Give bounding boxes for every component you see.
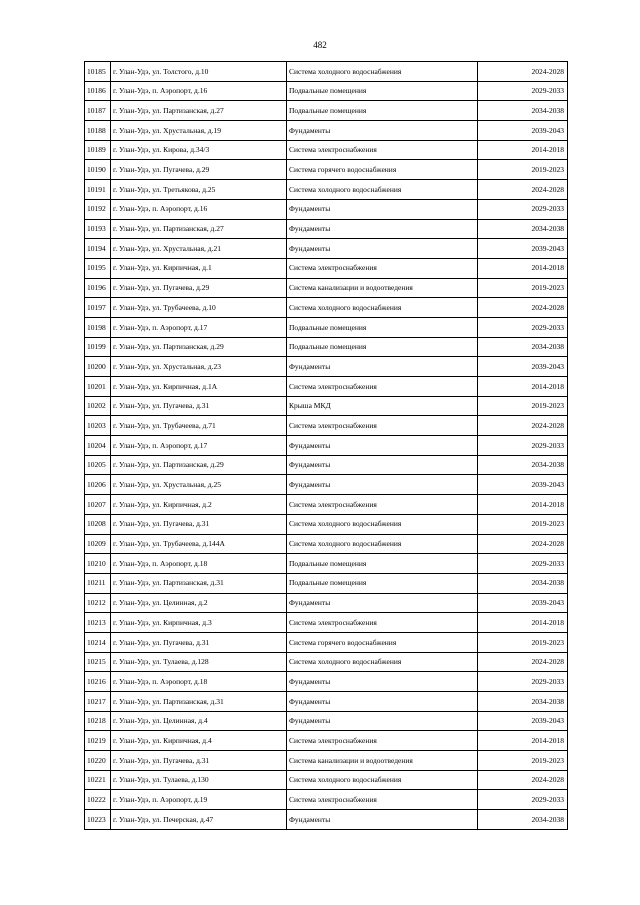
row-number-cell: 10208 — [85, 514, 111, 534]
table-row — [85, 672, 568, 692]
work-type-cell: Фундаменты — [287, 692, 478, 712]
period-cell: 2019-2023 — [478, 160, 568, 180]
table-row — [85, 711, 568, 731]
row-number-cell: 10219 — [85, 731, 111, 751]
period-cell: 2029-2033 — [478, 199, 568, 219]
period-cell: 2024-2028 — [478, 652, 568, 672]
period-cell: 2024-2028 — [478, 770, 568, 790]
table-row — [85, 514, 568, 534]
work-type-cell: Система электроснабжения — [287, 258, 478, 278]
row-number-cell: 10193 — [85, 219, 111, 239]
address-cell: г. Улан-Удэ, ул. Толстого, д.10 — [111, 62, 287, 82]
work-type-cell: Фундаменты — [287, 199, 478, 219]
row-number-cell: 10222 — [85, 790, 111, 810]
address-cell: г. Улан-Удэ, ул. Целинная, д.4 — [111, 711, 287, 731]
period-cell: 2034-2038 — [478, 337, 568, 357]
table-row — [85, 258, 568, 278]
address-cell: г. Улан-Удэ, п. Аэропорт, д.19 — [111, 790, 287, 810]
work-type-cell: Система холодного водоснабжения — [287, 62, 478, 82]
address-cell: г. Улан-Удэ, ул. Трубачеева, д.71 — [111, 416, 287, 436]
row-number-cell: 10216 — [85, 672, 111, 692]
address-cell: г. Улан-Удэ, ул. Целинная, д.2 — [111, 593, 287, 613]
row-number-cell: 10196 — [85, 278, 111, 298]
work-type-cell: Фундаменты — [287, 455, 478, 475]
table-row — [85, 317, 568, 337]
work-type-cell: Система электроснабжения — [287, 416, 478, 436]
work-type-cell: Система холодного водоснабжения — [287, 514, 478, 534]
work-type-cell: Система горячего водоснабжения — [287, 160, 478, 180]
row-number-cell: 10199 — [85, 337, 111, 357]
row-number-cell: 10194 — [85, 239, 111, 259]
work-type-cell: Система электроснабжения — [287, 790, 478, 810]
row-number-cell: 10209 — [85, 534, 111, 554]
row-number-cell: 10206 — [85, 475, 111, 495]
row-number-cell: 10207 — [85, 495, 111, 515]
work-type-cell: Система холодного водоснабжения — [287, 298, 478, 318]
row-number-cell: 10192 — [85, 199, 111, 219]
work-type-cell: Фундаменты — [287, 810, 478, 830]
table-row — [85, 239, 568, 259]
address-cell: г. Улан-Удэ, п. Аэропорт, д.18 — [111, 672, 287, 692]
period-cell: 2039-2043 — [478, 239, 568, 259]
address-cell: г. Улан-Удэ, ул. Партизанская, д.29 — [111, 455, 287, 475]
table-row — [85, 573, 568, 593]
row-number-cell: 10188 — [85, 121, 111, 141]
address-cell: г. Улан-Удэ, ул. Пугачева, д.31 — [111, 396, 287, 416]
address-cell: г. Улан-Удэ, ул. Партизанская, д.27 — [111, 101, 287, 121]
address-cell: г. Улан-Удэ, ул. Хрустальная, д.23 — [111, 357, 287, 377]
work-type-cell: Система холодного водоснабжения — [287, 534, 478, 554]
address-cell: г. Улан-Удэ, ул. Пугачева, д.31 — [111, 514, 287, 534]
address-cell: г. Улан-Удэ, п. Аэропорт, д.17 — [111, 436, 287, 456]
work-type-cell: Фундаменты — [287, 475, 478, 495]
table-row — [85, 632, 568, 652]
period-cell: 2024-2028 — [478, 180, 568, 200]
table-row — [85, 278, 568, 298]
period-cell: 2034-2038 — [478, 455, 568, 475]
table-row — [85, 357, 568, 377]
row-number-cell: 10205 — [85, 455, 111, 475]
table-row — [85, 593, 568, 613]
table-row — [85, 790, 568, 810]
period-cell: 2034-2038 — [478, 219, 568, 239]
row-number-cell: 10211 — [85, 573, 111, 593]
work-type-cell: Фундаменты — [287, 357, 478, 377]
period-cell: 2029-2033 — [478, 436, 568, 456]
work-type-cell: Подвальные помещения — [287, 573, 478, 593]
address-cell: г. Улан-Удэ, ул. Кирпичная, д.4 — [111, 731, 287, 751]
table-row — [85, 101, 568, 121]
work-type-cell: Фундаменты — [287, 239, 478, 259]
row-number-cell: 10197 — [85, 298, 111, 318]
period-cell: 2019-2023 — [478, 514, 568, 534]
address-cell: г. Улан-Удэ, п. Аэропорт, д.17 — [111, 317, 287, 337]
period-cell: 2039-2043 — [478, 357, 568, 377]
table-row — [85, 298, 568, 318]
work-type-cell: Фундаменты — [287, 219, 478, 239]
period-cell: 2019-2023 — [478, 396, 568, 416]
row-number-cell: 10200 — [85, 357, 111, 377]
row-number-cell: 10210 — [85, 554, 111, 574]
row-number-cell: 10220 — [85, 751, 111, 771]
work-type-cell: Подвальные помещения — [287, 101, 478, 121]
row-number-cell: 10218 — [85, 711, 111, 731]
row-number-cell: 10203 — [85, 416, 111, 436]
address-cell: г. Улан-Удэ, ул. Партизанская, д.29 — [111, 337, 287, 357]
row-number-cell: 10191 — [85, 180, 111, 200]
period-cell: 2029-2033 — [478, 81, 568, 101]
row-number-cell: 10213 — [85, 613, 111, 633]
address-cell: г. Улан-Удэ, ул. Тулаева, д.130 — [111, 770, 287, 790]
period-cell: 2034-2038 — [478, 101, 568, 121]
row-number-cell: 10198 — [85, 317, 111, 337]
table-row — [85, 475, 568, 495]
work-type-cell: Подвальные помещения — [287, 81, 478, 101]
address-cell: г. Улан-Удэ, ул. Кирпичная, д.3 — [111, 613, 287, 633]
address-cell: г. Улан-Удэ, ул. Пугачева, д.29 — [111, 160, 287, 180]
table-row — [85, 416, 568, 436]
table-row — [85, 180, 568, 200]
period-cell: 2024-2028 — [478, 298, 568, 318]
row-number-cell: 10185 — [85, 62, 111, 82]
table-row — [85, 810, 568, 830]
table-row — [85, 62, 568, 82]
work-type-cell: Подвальные помещения — [287, 337, 478, 357]
work-type-cell: Система электроснабжения — [287, 731, 478, 751]
table-row — [85, 219, 568, 239]
registry-table — [84, 61, 568, 830]
work-type-cell: Система электроснабжения — [287, 140, 478, 160]
address-cell: г. Улан-Удэ, ул. Кирпичная, д.2 — [111, 495, 287, 515]
address-cell: г. Улан-Удэ, п. Аэропорт, д.18 — [111, 554, 287, 574]
row-number-cell: 10201 — [85, 377, 111, 397]
table-row — [85, 534, 568, 554]
work-type-cell: Подвальные помещения — [287, 554, 478, 574]
table-row — [85, 199, 568, 219]
period-cell: 2029-2033 — [478, 317, 568, 337]
row-number-cell: 10214 — [85, 632, 111, 652]
table-row — [85, 770, 568, 790]
work-type-cell: Фундаменты — [287, 711, 478, 731]
address-cell: г. Улан-Удэ, ул. Пугачева, д.31 — [111, 632, 287, 652]
address-cell: г. Улан-Удэ, ул. Трубачеева, д.144А — [111, 534, 287, 554]
period-cell: 2019-2023 — [478, 751, 568, 771]
period-cell: 2014-2018 — [478, 613, 568, 633]
row-number-cell: 10187 — [85, 101, 111, 121]
period-cell: 2029-2033 — [478, 790, 568, 810]
work-type-cell: Система канализации и водоотведения — [287, 751, 478, 771]
period-cell: 2014-2018 — [478, 495, 568, 515]
row-number-cell: 10204 — [85, 436, 111, 456]
table-row — [85, 160, 568, 180]
period-cell: 2034-2038 — [478, 573, 568, 593]
row-number-cell: 10202 — [85, 396, 111, 416]
table-row — [85, 81, 568, 101]
address-cell: г. Улан-Удэ, ул. Хрустальная, д.25 — [111, 475, 287, 495]
period-cell: 2014-2018 — [478, 258, 568, 278]
period-cell: 2034-2038 — [478, 692, 568, 712]
period-cell: 2039-2043 — [478, 593, 568, 613]
address-cell: г. Улан-Удэ, ул. Кирпичная, д.1А — [111, 377, 287, 397]
table-body — [85, 62, 568, 830]
work-type-cell: Система холодного водоснабжения — [287, 652, 478, 672]
work-type-cell: Фундаменты — [287, 121, 478, 141]
address-cell: г. Улан-Удэ, ул. Печерская, д.47 — [111, 810, 287, 830]
period-cell: 2029-2033 — [478, 672, 568, 692]
address-cell: г. Улан-Удэ, ул. Трубачеева, д.10 — [111, 298, 287, 318]
table-row — [85, 121, 568, 141]
work-type-cell: Крыша МКД — [287, 396, 478, 416]
work-type-cell: Система электроснабжения — [287, 495, 478, 515]
row-number-cell: 10215 — [85, 652, 111, 672]
period-cell: 2039-2043 — [478, 475, 568, 495]
table-row — [85, 377, 568, 397]
table-row — [85, 731, 568, 751]
work-type-cell: Фундаменты — [287, 672, 478, 692]
address-cell: г. Улан-Удэ, ул. Пугачева, д.31 — [111, 751, 287, 771]
table-row — [85, 140, 568, 160]
address-cell: г. Улан-Удэ, ул. Хрустальная, д.21 — [111, 239, 287, 259]
table-row — [85, 436, 568, 456]
work-type-cell: Система канализации и водоотведения — [287, 278, 478, 298]
address-cell: г. Улан-Удэ, п. Аэропорт, д.16 — [111, 81, 287, 101]
address-cell: г. Улан-Удэ, ул. Тулаева, д.128 — [111, 652, 287, 672]
period-cell: 2014-2018 — [478, 731, 568, 751]
table-row — [85, 396, 568, 416]
table-row — [85, 751, 568, 771]
row-number-cell: 10195 — [85, 258, 111, 278]
row-number-cell: 10223 — [85, 810, 111, 830]
table-row — [85, 337, 568, 357]
table-row — [85, 455, 568, 475]
table-row — [85, 495, 568, 515]
address-cell: г. Улан-Удэ, ул. Кирпичная, д.1 — [111, 258, 287, 278]
row-number-cell: 10217 — [85, 692, 111, 712]
work-type-cell: Система холодного водоснабжения — [287, 770, 478, 790]
work-type-cell: Система электроснабжения — [287, 613, 478, 633]
work-type-cell: Подвальные помещения — [287, 317, 478, 337]
address-cell: г. Улан-Удэ, п. Аэропорт, д.16 — [111, 199, 287, 219]
period-cell: 2019-2023 — [478, 278, 568, 298]
period-cell: 2024-2028 — [478, 62, 568, 82]
address-cell: г. Улан-Удэ, ул. Партизанская, д.27 — [111, 219, 287, 239]
period-cell: 2019-2023 — [478, 632, 568, 652]
period-cell: 2014-2018 — [478, 377, 568, 397]
period-cell: 2039-2043 — [478, 711, 568, 731]
table-row — [85, 692, 568, 712]
period-cell: 2014-2018 — [478, 140, 568, 160]
work-type-cell: Система холодного водоснабжения — [287, 180, 478, 200]
address-cell: г. Улан-Удэ, ул. Партизанская, д.31 — [111, 573, 287, 593]
page-number: 482 — [313, 40, 327, 50]
work-type-cell: Система горячего водоснабжения — [287, 632, 478, 652]
row-number-cell: 10186 — [85, 81, 111, 101]
address-cell: г. Улан-Удэ, ул. Третьякова, д.25 — [111, 180, 287, 200]
period-cell: 2024-2028 — [478, 416, 568, 436]
row-number-cell: 10189 — [85, 140, 111, 160]
row-number-cell: 10212 — [85, 593, 111, 613]
work-type-cell: Фундаменты — [287, 436, 478, 456]
table-row — [85, 652, 568, 672]
row-number-cell: 10190 — [85, 160, 111, 180]
work-type-cell: Фундаменты — [287, 593, 478, 613]
period-cell: 2034-2038 — [478, 810, 568, 830]
work-type-cell: Система электроснабжения — [287, 377, 478, 397]
address-cell: г. Улан-Удэ, ул. Партизанская, д.31 — [111, 692, 287, 712]
table-row — [85, 554, 568, 574]
period-cell: 2029-2033 — [478, 554, 568, 574]
address-cell: г. Улан-Удэ, ул. Хрустальная, д.19 — [111, 121, 287, 141]
period-cell: 2039-2043 — [478, 121, 568, 141]
row-number-cell: 10221 — [85, 770, 111, 790]
table-row — [85, 613, 568, 633]
address-cell: г. Улан-Удэ, ул. Кирова, д.34/3 — [111, 140, 287, 160]
period-cell: 2024-2028 — [478, 534, 568, 554]
address-cell: г. Улан-Удэ, ул. Пугачева, д.29 — [111, 278, 287, 298]
